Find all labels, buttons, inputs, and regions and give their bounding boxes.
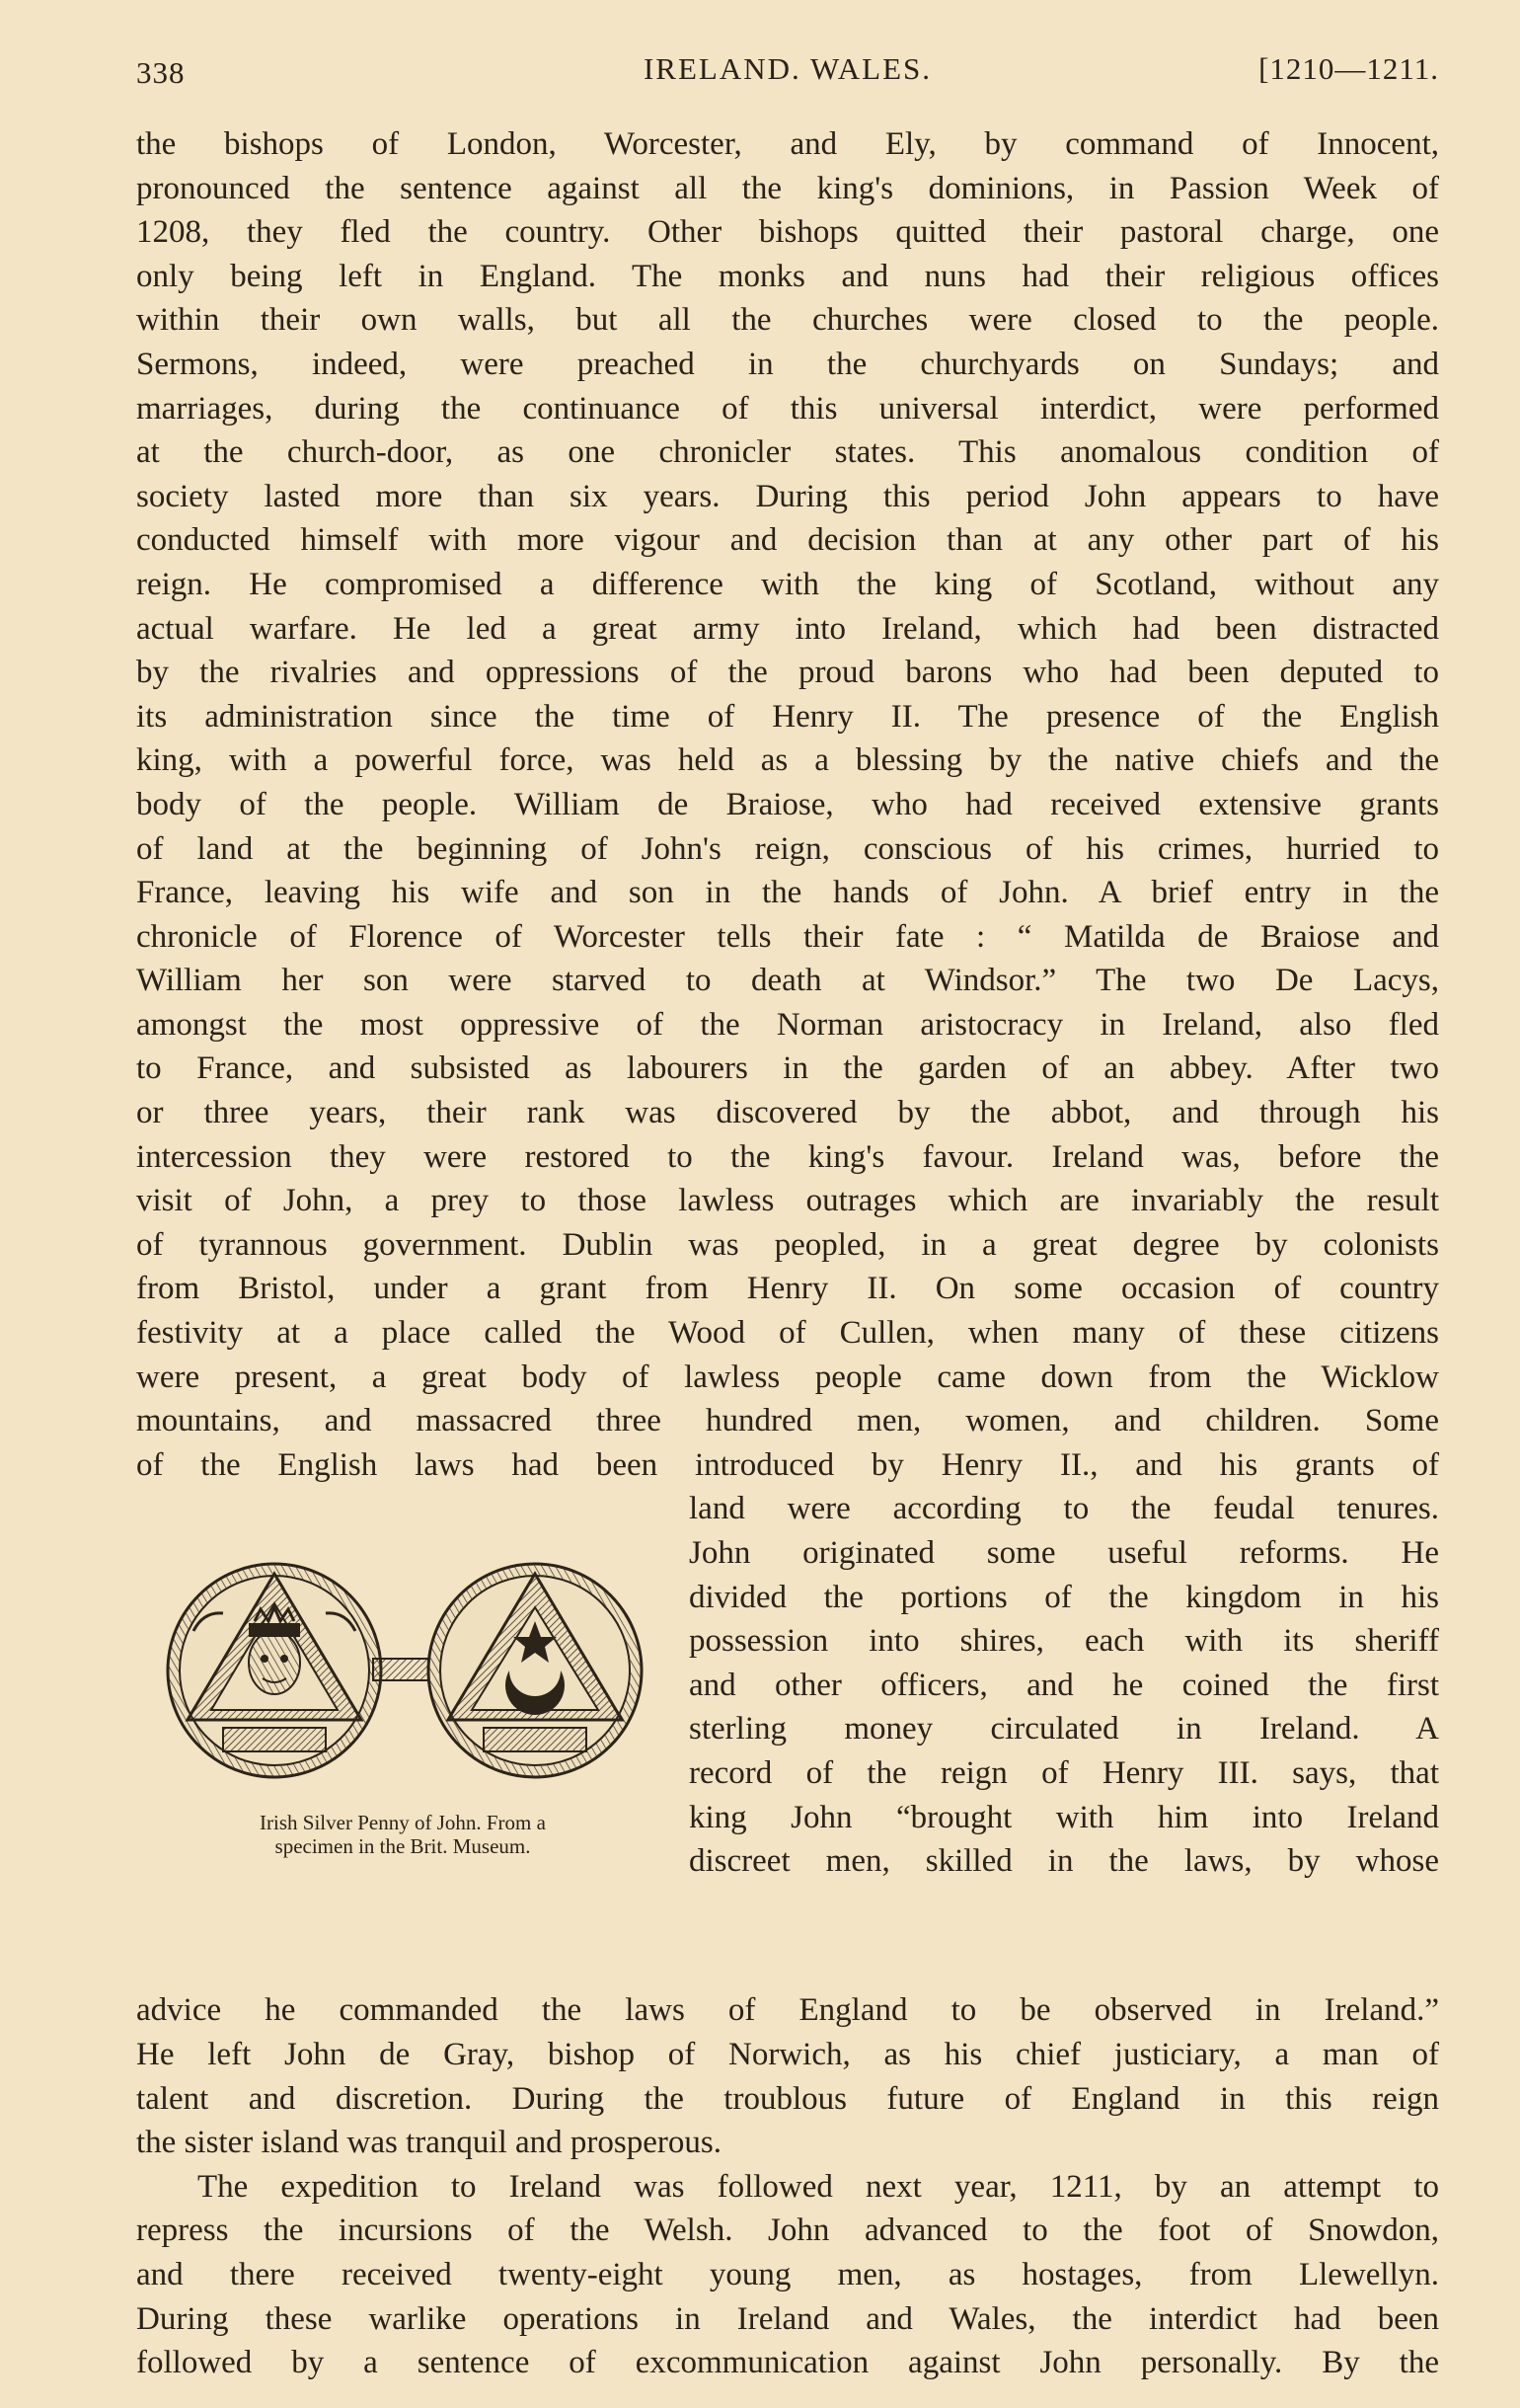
text-line: festivity at a place called the Wood of Cullen, when many of these citizens [136,1315,1439,1352]
text-line: the bishops of London, Worcester, and Ely, by command of Innocent, [136,126,1439,162]
running-title: IRELAND. WALES. [643,51,933,86]
paragraph-2 [136,2165,1439,2385]
text-line: During these warlike operations in Ireland and Wales, the interdict had been [136,2300,1439,2337]
text-line: visit of John, a prey to those lawless outrages which are invariably the result [136,1183,1439,1219]
text-line: record of the reign of Henry III. says, that [689,1754,1439,1791]
text-line: the sister island was tranquil and prosperous. [136,2125,722,2161]
text-line: land were according to the feudal tenures. [689,1491,1439,1527]
text-line: followed by a sentence of excommunication against John personally. By the [136,2345,1439,2381]
text-line: and there received twenty-eight young men, as hostages, from Llewellyn. [136,2256,1439,2292]
text-line: reign. He compromised a difference with the king of Scotland, without any [136,566,1439,602]
text-line: talent and discretion. During the troublous future of England in this reign [136,2080,1439,2117]
coin-obverse [168,1564,381,1777]
irish-penny-illustration [164,1552,647,1789]
text-line: society lasted more than six years. During this period John appears to have [136,478,1439,514]
text-line: king, with a powerful force, was held as a blessing by the native chiefs and the [136,742,1439,779]
page-number: 338 [136,55,186,90]
text-line: by the rivalries and oppressions of the proud barons who had been deputed to [136,655,1439,691]
text-line: John originated some useful reforms. He [689,1535,1439,1571]
text-line: France, leaving his wife and son in the hands of John. A brief entry in the [136,875,1439,911]
paragraph-1 [136,122,1439,2165]
text-line: of the English laws had been introduced by Henry II., and his grants of [136,1446,1439,1483]
coin-figure [136,1487,669,1988]
text-line: divided the portions of the kingdom in his [689,1579,1439,1615]
text-line: its administration since the time of Henry II. The presence of the English [136,698,1439,735]
text-line: He left John de Gray, bishop of Norwich, as his chief justiciary, a man of [136,2037,1439,2072]
text-line: intercession they were restored to the king's favour. Ireland was, before the [136,1138,1439,1175]
text-line: and other officers, and he coined the first [689,1667,1439,1703]
text-line: within their own walls, but all the churches were closed to the people. [136,302,1439,339]
coin-reverse [428,1564,642,1777]
text-line: king John “brought with him into Ireland [689,1799,1439,1835]
text-line: or three years, their rank was discovered by the abbot, and through his [136,1095,1439,1131]
text-line: discreet men, skilled in the laws, by whose [689,1843,1439,1880]
year-range: [1210—1211. [1258,51,1439,86]
caption-line: specimen in the Brit. Museum. [274,1834,531,1859]
text-line: advice he commanded the laws of England to be observed in Ireland.” [136,1992,1439,2029]
text-line: 1208, they fled the country. Other bishops quitted their pastoral charge, one [136,214,1439,251]
text-line: actual warfare. He led a great army into Ireland, which had been distracted [136,610,1439,647]
text-line: only being left in England. The monks and nuns had their religious offices [136,258,1439,294]
text-line: of tyrannous government. Dublin was peopled, in a great degree by colonists [136,1226,1439,1263]
caption-line: Irish Silver Penny of John. From a [260,1811,546,1835]
text-line: repress the incursions of the Welsh. John advanced to the foot of Snowdon, [136,2213,1439,2249]
text-line: mountains, and massacred three hundred men, women, and children. Some [136,1403,1439,1439]
text-line: Sermons, indeed, were preached in the churchyards on Sundays; and [136,346,1439,382]
running-header [136,49,1439,93]
text-line: marriages, during the continuance of this universal interdict, were performed [136,390,1439,427]
text-line: of land at the beginning of John's reign, conscious of his crimes, hurried to [136,830,1439,867]
body-text [136,122,1439,2385]
text-line: chronicle of Florence of Worcester tells their fate : “ Matilda de Braiose and [136,918,1439,955]
text-line: from Bristol, under a grant from Henry II. On some occasion of country [136,1271,1439,1307]
text-line: body of the people. William de Braiose, who had received extensive grants [136,786,1439,822]
text-line: to France, and subsisted as labourers in the garden of an abbey. After two [136,1050,1439,1087]
text-line: The expedition to Ireland was followed next year, 1211, by an attempt to [197,2168,1439,2205]
figure-caption [136,1811,669,1858]
text-line: possession into shires, each with its sheriff [689,1623,1439,1660]
text-line: William her son were starved to death at Windsor.” The two De Lacys, [136,963,1439,999]
text-line: amongst the most oppressive of the Norman aristocracy in Ireland, also fled [136,1006,1439,1043]
text-line: conducted himself with more vigour and decision than at any other part of his [136,522,1439,559]
text-line: pronounced the sentence against all the king's dominions, in Passion Week of [136,170,1439,206]
text-line: at the church-door, as one chronicler states. This anomalous condition of [136,434,1439,471]
text-line: sterling money circulated in Ireland. A [689,1711,1439,1748]
text-line: were present, a great body of lawless people came down from the Wicklow [136,1359,1439,1395]
